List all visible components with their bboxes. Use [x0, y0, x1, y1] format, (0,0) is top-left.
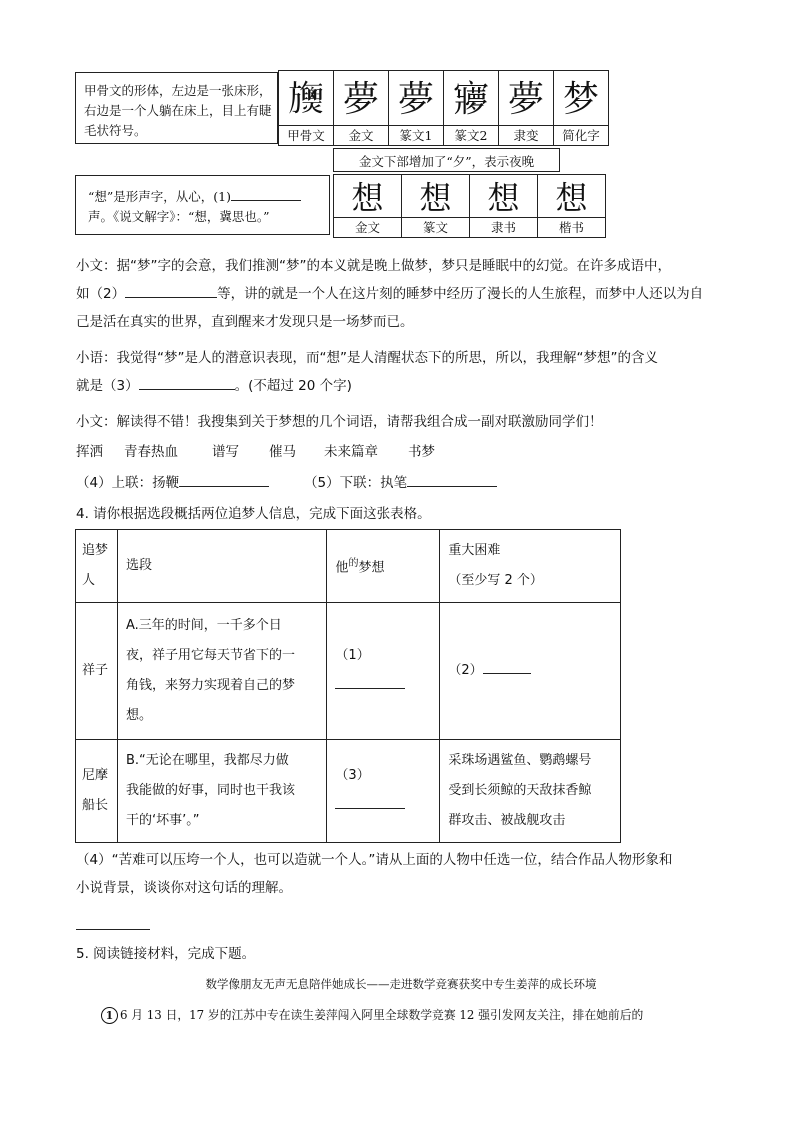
header-dream [327, 530, 440, 603]
header-excerpt: 选段 [117, 530, 326, 603]
header-person: 人 [82, 573, 96, 588]
xiang-form-cell [401, 174, 470, 238]
blank-4[interactable] [179, 472, 269, 487]
excerpt-line: 我能做的好事，同时也干我该 [125, 783, 295, 798]
xiang-form-glyph: 想 [555, 179, 588, 217]
meng-form-cell [498, 70, 554, 146]
dialogue-paragraph-3: 小文：解读得不错！我搜集到关于梦想的几个词语，请帮我组合成一副对联激励同学们！ [76, 414, 603, 430]
row2-difficulty [440, 740, 621, 843]
q4-sub4-line: （4）“苦难可以压垮一个人，也可以造就一个人。”请从上面的人物中任选一位，结合作品人物形象和 [76, 852, 673, 868]
q5-intro: 5. 阅读链接材料，完成下题。 [76, 946, 256, 962]
dialogue-line: 小语：我觉得“梦”是人的潜意识表现，而“想”是人清醒状态下的所思，所以，我理解“梦想”的含义 [76, 350, 658, 366]
article-title: 数学像朋友无声无息陪伴她成长——走进数学竞赛获奖中专生姜萍的成长环境 [205, 977, 597, 991]
word-item: 未来篇章 [324, 444, 378, 460]
meng-form-label: 简化字 [554, 125, 608, 145]
lower-couplet-label: （5）下联：执笔 [304, 475, 408, 491]
table-row [76, 603, 621, 740]
header-difficulty-text: （至少写 2 个） [448, 573, 543, 588]
header-person: 追梦 [82, 543, 109, 558]
dreamer-table [75, 529, 621, 843]
header-difficulty [440, 530, 621, 603]
xiang-description-a: “想”是形声字，从心，(1) [88, 189, 231, 204]
row2-dream-label: （3） [335, 768, 370, 783]
excerpt-line: 想。 [125, 708, 152, 723]
article-paragraph-1 [101, 1006, 726, 1024]
row2-name-text: 船长 [82, 798, 109, 813]
xiang-form-glyph: 想 [351, 179, 384, 217]
upper-couplet-label: （4）上联：扬鞭 [76, 475, 180, 491]
difficulty-line: 采珠场遇鲨鱼、鹦鹉螺号 [448, 753, 592, 768]
jinwen-note-box [333, 148, 560, 172]
xiang-form-cell [537, 174, 606, 238]
dialogue-line: 己是活在真实的世界，直到醒来才发现只是一场梦而已。 [76, 314, 414, 330]
excerpt-line: 干的‘坏事’。” [125, 813, 200, 828]
paragraph-number: 1 [101, 1007, 118, 1024]
dialogue-paragraph-2 [76, 344, 726, 400]
dialogue-paragraph-1 [76, 252, 726, 336]
word-item: 挥洒 [76, 444, 103, 460]
q4-sub4 [76, 846, 726, 902]
row1-name: 祥子 [76, 603, 118, 740]
meng-form-glyph: 夢 [397, 79, 434, 120]
excerpt-line: B.“无论在哪里，我都尽力做 [125, 753, 289, 768]
meng-form-label: 金文 [334, 125, 388, 145]
xiang-form-glyph: 想 [487, 179, 520, 217]
meng-form-glyph: 夢 [507, 79, 544, 120]
meng-form-cell [388, 70, 444, 146]
answer-line[interactable] [76, 929, 150, 930]
header-dream-text: 梦想 [358, 560, 385, 576]
excerpt-line: 夜，祥子用它每天节省下的一 [125, 648, 295, 663]
meng-description-box [75, 72, 278, 144]
xiang-form-cell [469, 174, 538, 238]
table-blank-2[interactable] [483, 659, 531, 674]
difficulty-line: 受到长须鲸的天敌抹香鲸 [448, 783, 592, 798]
xiang-description-box [75, 175, 330, 235]
meng-form-label: 篆文2 [444, 125, 498, 145]
row2-excerpt [117, 740, 326, 843]
word-list [76, 438, 726, 466]
word-item: 青春热血 [124, 444, 178, 460]
meng-form-glyph: 㝱 [452, 79, 489, 120]
excerpt-line: A.三年的时间，一千多个日 [125, 618, 282, 633]
header-difficulty-text: 重大困难 [448, 543, 501, 558]
meng-form-cell [333, 70, 389, 146]
meng-form-label: 隶变 [499, 125, 553, 145]
blank-3[interactable] [139, 375, 235, 390]
dialogue-line: 小文：据“梦”字的会意，我们推测“梦”的本义就是晚上做梦，梦只是睡眠中的幻觉。在许多成语中， [76, 258, 671, 274]
article-paragraph-text: 6 月 13 日，17 岁的江苏中专在读生姜萍闯入阿里全球数学竞赛 12 强引发网友关注，排在她前后的 [120, 1008, 644, 1022]
blank-2[interactable] [125, 283, 217, 298]
blank-5[interactable] [407, 472, 497, 487]
excerpt-line: 角钱，来努力实现着自己的梦 [125, 678, 295, 693]
meng-description: 甲骨文的形体，左边是一张床形，右边是一个人躺在床上，目上有睫毛状符号。 [84, 83, 272, 138]
header-dream-text: 他 [335, 560, 349, 576]
xiang-form-label: 楷书 [538, 217, 605, 237]
word-item: 书梦 [408, 444, 435, 460]
row1-difficulty-label: （2） [448, 663, 483, 678]
word-item: 催马 [269, 444, 296, 460]
table-blank-1[interactable] [335, 674, 405, 689]
couplet-lines [76, 469, 726, 497]
xiang-form-glyph: 想 [419, 179, 452, 217]
row2-dream-cell [327, 740, 440, 843]
meng-form-glyph: 𣄪 [287, 79, 324, 120]
meng-form-label: 甲骨文 [279, 125, 333, 145]
dialogue-line: 等，讲的就是一个人在这片刻的睡梦中经历了漫长的人生旅程，而梦中人还以为自 [217, 286, 704, 302]
xiang-form-label: 隶书 [470, 217, 537, 237]
meng-form-cell [443, 70, 499, 146]
dialogue-line: 。(不超过 20 个字) [234, 378, 352, 394]
word-item: 谱写 [212, 444, 239, 460]
xiang-form-label: 篆文 [402, 217, 469, 237]
blank-1[interactable] [231, 186, 301, 201]
table-row [76, 740, 621, 843]
meng-form-label: 篆文1 [389, 125, 443, 145]
meng-form-glyph: 梦 [562, 79, 599, 120]
row1-dream-label: （1） [335, 648, 370, 663]
q4-sub4-line: 小说背景，谈谈你对这句话的理解。 [76, 880, 292, 896]
header-dream-text: 的 [348, 557, 359, 569]
table-header-row [76, 530, 621, 603]
xiang-description-b: 声。《说文解字》：“想，冀思也。” [88, 209, 270, 224]
difficulty-line: 群攻击、被战舰攻击 [448, 813, 566, 828]
dialogue-line: 就是（3） [76, 378, 139, 394]
row1-excerpt [117, 603, 326, 740]
meng-form-cell [278, 70, 334, 146]
jinwen-note: 金文下部增加了“夕”，表示夜晚 [358, 154, 535, 169]
table-blank-3[interactable] [335, 794, 405, 809]
xiang-form-cell [333, 174, 402, 238]
xiang-form-label: 金文 [334, 217, 401, 237]
dialogue-line: 如（2） [76, 286, 126, 302]
row2-name-text: 尼摩 [82, 768, 109, 783]
q4-intro: 4. 请你根据选段概括两位追梦人信息，完成下面这张表格。 [76, 506, 431, 522]
row1-difficulty-cell [440, 603, 621, 740]
row1-dream-cell [327, 603, 440, 740]
meng-form-cell [553, 70, 609, 146]
row2-name [76, 740, 118, 843]
meng-form-glyph: 夢 [342, 79, 379, 120]
